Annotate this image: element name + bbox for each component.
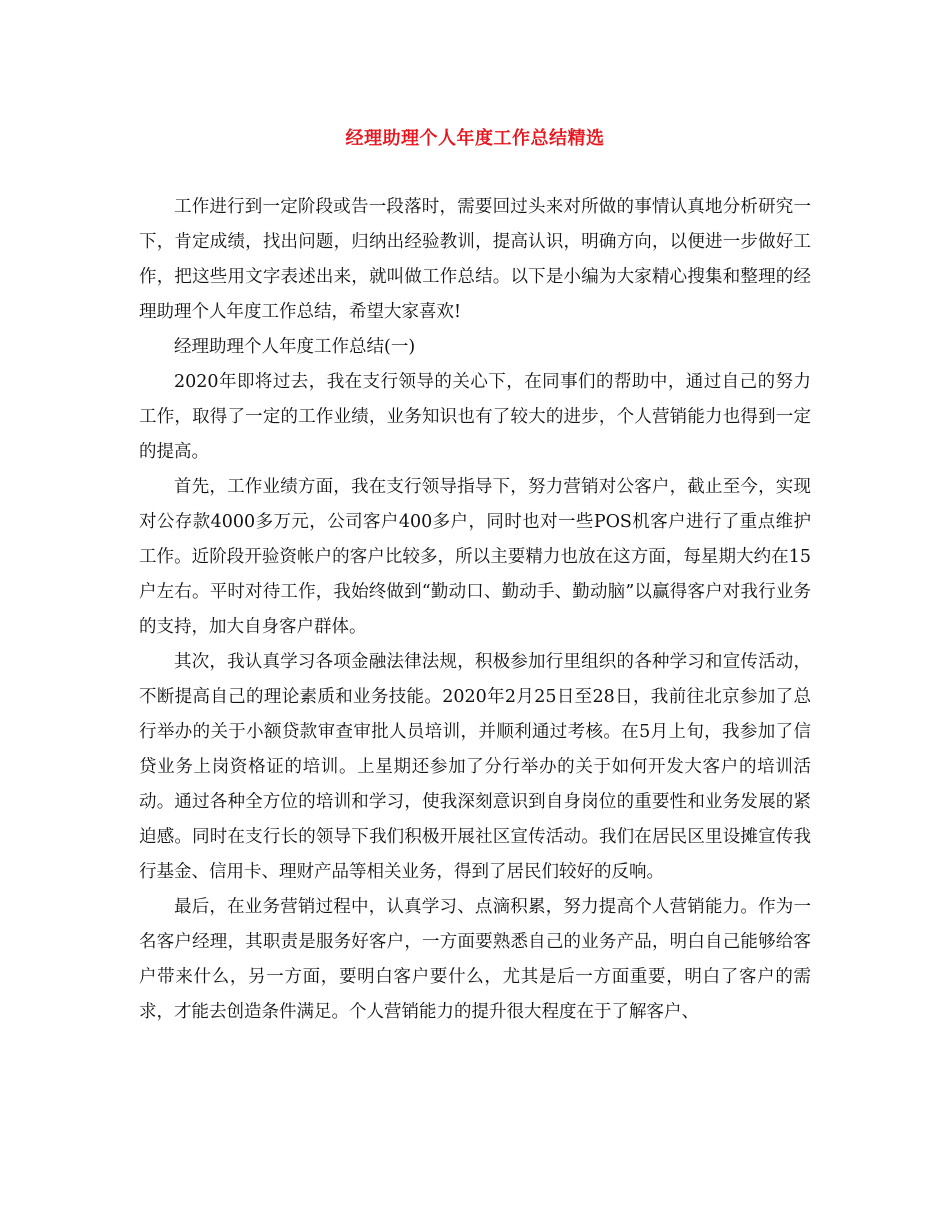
paragraph-overview: 2020年即将过去，我在支行领导的关心下，在同事们的帮助中，通过自己的努力工作，取得了一定的工作业绩，业务知识也有了较大的进步，个人营销能力也得到一定的提高。 bbox=[139, 372, 811, 462]
paragraph-first: 首先，工作业绩方面，我在支行领导指导下，努力营销对公客户，截止至今，实现对公存款4000多万元，公司客户400多户，同时也对一些POS机客户进行了重点维护工作。近阶段开验资帐户的客户比较多，所以主要精力也放在这方面，每星期大约在15户左右。平时对待工作，我始终做到“勤动口、勤动手、勤动脑”以赢得客户对我行业务的支持，加大自身客户群体。 bbox=[139, 477, 811, 637]
document-body bbox=[139, 190, 811, 1030]
paragraph-second: 其次，我认真学习各项金融法律法规，积极参加行里组织的各种学习和宣传活动，不断提高自己的理论素质和业务技能。2020年2月25日至28日，我前往北京参加了总行举办的关于小额贷款审查审批人员培训，并顺利通过考核。在5月上旬，我参加了信贷业务上岗资格证的培训。上星期还参加了分行举办的关于如何开发大客户的培训活动。通过各种全方位的培训和学习，使我深刻意识到自身岗位的重要性和业务发展的紧迫感。同时在支行长的领导下我们积极开展社区宣传活动。我们在居民区里设摊宣传我行基金、信用卡、理财产品等相关业务，得到了居民们较好的反响。 bbox=[139, 652, 811, 882]
paragraph-last: 最后，在业务营销过程中，认真学习、点滴积累，努力提高个人营销能力。作为一名客户经理，其职责是服务好客户，一方面要熟悉自己的业务产品，明白自己能够给客户带来什么，另一方面，要明白客户要什么，尤其是后一方面重要，明白了客户的需求，才能去创造条件满足。个人营销能力的提升很大程度在于了解客户、 bbox=[139, 897, 811, 1022]
document-title: 经理助理个人年度工作总结精选 bbox=[345, 128, 605, 149]
section-heading: 经理助理个人年度工作总结(一) bbox=[174, 337, 416, 357]
paragraph-intro: 工作进行到一定阶段或告一段落时，需要回过头来对所做的事情认真地分析研究一下，肯定成绩，找出问题，归纳出经验教训，提高认识，明确方向，以便进一步做好工作，把这些用文字表述出来，就叫做工作总结。以下是小编为大家精心搜集和整理的经理助理个人年度工作总结，希望大家喜欢! bbox=[139, 197, 811, 322]
